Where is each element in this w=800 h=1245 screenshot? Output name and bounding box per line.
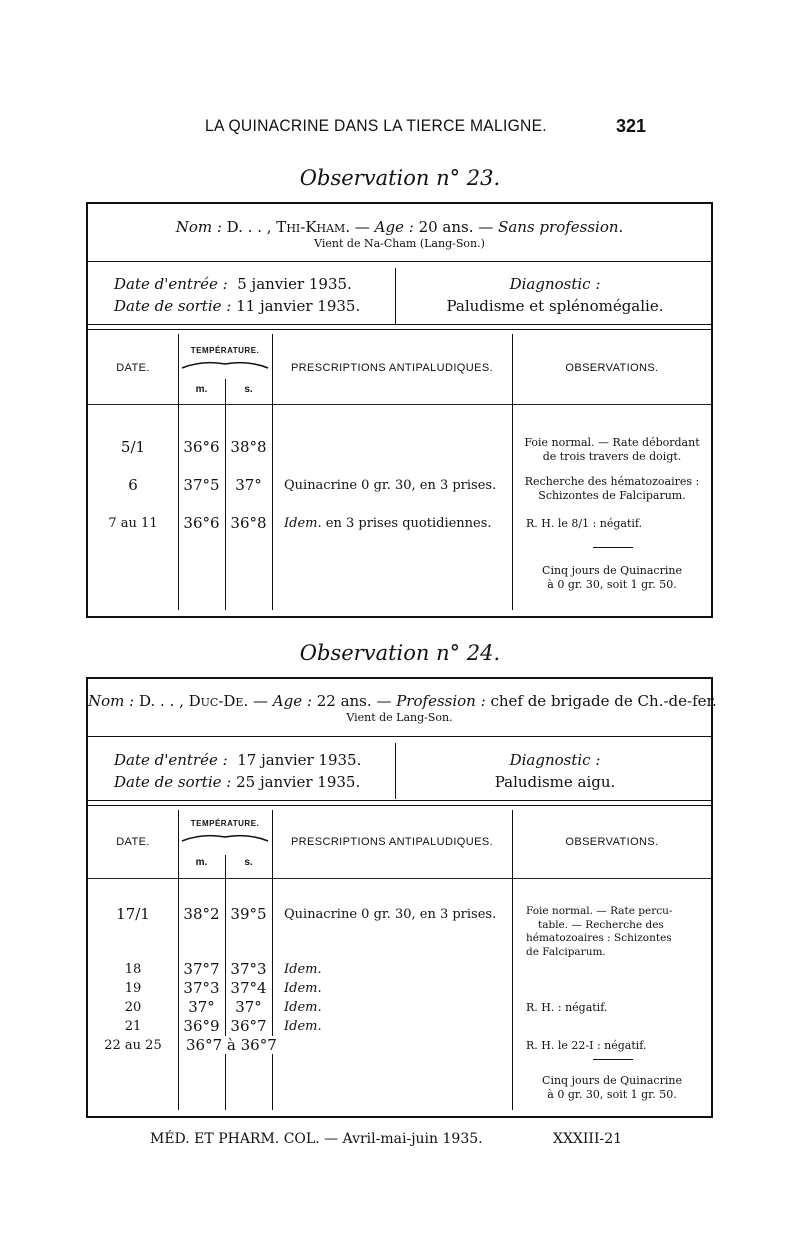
obs23-profession: Sans profession. bbox=[498, 218, 624, 236]
obs24-origin: Vient de Lang-Son. bbox=[346, 711, 453, 724]
obs24-nom-label: Nom : bbox=[88, 692, 135, 710]
obs23-row3-observation: R. H. le 8/1 : négatif. bbox=[526, 517, 643, 530]
obs23-sep2: — bbox=[478, 218, 494, 236]
obs24-diagnostic-value: Paludisme aigu. bbox=[494, 773, 616, 791]
obs24-row6-date: 22 au 25 bbox=[104, 1038, 162, 1053]
obs23-header-evening: s. bbox=[244, 384, 253, 395]
obs23-row3-m: 36°6 bbox=[183, 514, 220, 532]
obs23-entry-label: Date d'entrée : bbox=[114, 275, 228, 293]
obs23-row2-obs-line1: Recherche des hématozoaires : bbox=[524, 475, 700, 488]
obs24-row1-obs-line4: de Falciparum. bbox=[526, 945, 606, 958]
obs23-header-rule bbox=[88, 404, 711, 405]
obs24-row5-m: 36°9 bbox=[183, 1017, 220, 1035]
obs23-origin: Vient de Na-Cham (Lang-Son.) bbox=[314, 237, 485, 250]
obs23-row1-s: 38°8 bbox=[230, 438, 267, 456]
obs23-summary-line1: Cinq jours de Quinacrine bbox=[542, 564, 682, 577]
obs23-header-temperature: TEMPÉRATURE. bbox=[190, 346, 260, 355]
obs24-row3-date: 19 bbox=[124, 981, 142, 996]
obs23-row2-prescription: Quinacrine 0 gr. 30, en 3 prises. bbox=[284, 478, 497, 493]
obs23-sep1: — bbox=[354, 218, 370, 236]
obs23-row1-obs-line1: Foie normal. — Rate débordant bbox=[524, 436, 700, 449]
obs24-header-rule bbox=[88, 878, 711, 879]
obs23-row2-m: 37°5 bbox=[183, 476, 220, 494]
obs24-row1-obs-line1: Foie normal. — Rate percu- bbox=[526, 905, 673, 917]
running-head bbox=[0, 116, 800, 142]
obs23-exit-label: Date de sortie : bbox=[114, 297, 232, 315]
obs24-exit-label: Date de sortie : bbox=[114, 773, 232, 791]
obs23-nom-value: D. . . , Thi-Kham. bbox=[226, 218, 351, 236]
obs24-row4-date: 20 bbox=[124, 1000, 142, 1015]
obs24-row5-date: 21 bbox=[124, 1019, 142, 1034]
obs24-row1-m: 38°2 bbox=[183, 905, 220, 923]
obs24-row2-s: 37°3 bbox=[230, 960, 267, 978]
obs23-title: Observation n° 23. bbox=[299, 166, 501, 190]
obs24-age-label: Age : bbox=[272, 692, 312, 710]
running-head-title: LA QUINACRINE DANS LA TIERCE MALIGNE. bbox=[205, 116, 547, 135]
obs24-col-line-3 bbox=[272, 810, 273, 1110]
obs23-summary bbox=[512, 564, 712, 592]
obs23-diagnostic-label: Diagnostic : bbox=[509, 275, 601, 293]
obs23-row3-s: 36°8 bbox=[230, 514, 267, 532]
obs24-header-observations: OBSERVATIONS. bbox=[565, 836, 659, 848]
obs24-col-line-4 bbox=[512, 810, 513, 1110]
obs23-diagnostic bbox=[400, 273, 710, 317]
obs23-row2-s: 37° bbox=[235, 476, 262, 494]
obs23-box bbox=[86, 202, 713, 618]
obs23-nom-label: Nom : bbox=[175, 218, 222, 236]
obs24-summary-line2: à 0 gr. 30, soit 1 gr. 50. bbox=[547, 1088, 677, 1101]
obs23-summary-line2: à 0 gr. 30, soit 1 gr. 50. bbox=[547, 578, 677, 591]
obs24-row2-prescription: Idem. bbox=[284, 962, 322, 977]
obs23-row1-observation bbox=[512, 436, 712, 464]
obs24-row2-m: 37°7 bbox=[183, 960, 220, 978]
obs23-header-observations: OBSERVATIONS. bbox=[565, 362, 659, 374]
obs23-row3-date: 7 au 11 bbox=[108, 516, 158, 531]
obs24-row5-s: 36°7 bbox=[230, 1017, 267, 1035]
obs23-header-prescriptions: PRESCRIPTIONS ANTIPALUDIQUES. bbox=[290, 362, 494, 374]
obs23-col-line-1 bbox=[178, 334, 179, 610]
obs24-title: Observation n° 24. bbox=[299, 641, 501, 665]
obs24-row6-observation: R. H. le 22-I : négatif. bbox=[526, 1039, 647, 1052]
obs23-header-morning: m. bbox=[195, 384, 208, 395]
obs24-row4-m: 37° bbox=[188, 998, 215, 1016]
footer-signature: XXXIII-21 bbox=[553, 1131, 623, 1147]
obs23-row1-m: 36°6 bbox=[183, 438, 220, 456]
obs24-row4-s: 37° bbox=[235, 998, 262, 1016]
obs24-row1-date: 17/1 bbox=[116, 905, 150, 923]
obs23-row3-idem: Idem. bbox=[284, 516, 322, 531]
obs24-row1-obs-line3: hématozoaires : Schizontes bbox=[526, 932, 672, 944]
obs24-sep2: — bbox=[376, 692, 392, 710]
obs23-row2-observation bbox=[512, 475, 712, 503]
obs24-row1-obs-line2: table. — Recherche des bbox=[538, 918, 664, 931]
obs24-row3-prescription: Idem. bbox=[284, 981, 322, 996]
obs24-nom-value: D. . . , Duc-De. bbox=[138, 692, 249, 710]
obs24-profession-value: chef de brigade de Ch.-de-fer. bbox=[490, 692, 717, 710]
obs23-age-value: 20 ans. bbox=[418, 218, 474, 236]
obs24-profession-label: Profession : bbox=[396, 692, 486, 710]
obs23-dates-divider bbox=[395, 268, 396, 324]
obs24-row4-observation: R. H. : négatif. bbox=[526, 1001, 608, 1014]
obs24-header-morning: m. bbox=[195, 857, 208, 868]
obs23-identity bbox=[88, 218, 711, 250]
obs24-header-temperature: TEMPÉRATURE. bbox=[190, 819, 260, 828]
obs24-diagnostic-label: Diagnostic : bbox=[509, 751, 601, 769]
obs23-row1-date: 5/1 bbox=[120, 438, 146, 456]
page-number: 321 bbox=[616, 116, 647, 136]
obs23-rule-1 bbox=[88, 261, 711, 262]
obs24-identity bbox=[88, 692, 717, 724]
obs24-summary bbox=[512, 1074, 712, 1102]
obs24-diagnostic bbox=[400, 749, 710, 793]
obs24-row3-s: 37°4 bbox=[230, 979, 267, 997]
obs24-summary-rule bbox=[593, 1059, 633, 1060]
obs24-entry-label: Date d'entrée : bbox=[114, 751, 228, 769]
obs24-exit-value: 25 janvier 1935. bbox=[236, 773, 361, 791]
obs23-row2-date: 6 bbox=[128, 476, 138, 494]
obs24-rule-2 bbox=[88, 800, 711, 806]
obs24-row6-temp-range: 36°7 à 36°7 bbox=[186, 1036, 277, 1054]
obs24-dates bbox=[114, 749, 361, 793]
obs24-header-prescriptions: PRESCRIPTIONS ANTIPALUDIQUES. bbox=[290, 836, 494, 848]
obs24-row3-m: 37°3 bbox=[183, 979, 220, 997]
obs24-temperature-brace bbox=[180, 831, 270, 843]
obs24-row2-date: 18 bbox=[124, 962, 142, 977]
obs24-age-value: 22 ans. bbox=[316, 692, 372, 710]
obs23-exit-value: 11 janvier 1935. bbox=[236, 297, 361, 315]
obs24-row4-prescription: Idem. bbox=[284, 1000, 322, 1015]
obs24-rule-1 bbox=[88, 736, 711, 737]
obs23-rule-2 bbox=[88, 324, 711, 330]
obs23-header-date: DATE. bbox=[116, 362, 150, 374]
obs23-row3-prescription-text: en 3 prises quotidiennes. bbox=[325, 516, 492, 531]
obs24-row1-s: 39°5 bbox=[230, 905, 267, 923]
obs23-temperature-brace bbox=[180, 358, 270, 370]
obs23-col-line-3 bbox=[272, 334, 273, 610]
obs24-dates-divider bbox=[395, 743, 396, 799]
obs24-summary-line1: Cinq jours de Quinacrine bbox=[542, 1074, 682, 1087]
obs24-box bbox=[86, 677, 717, 1118]
obs23-age-label: Age : bbox=[374, 218, 414, 236]
obs24-row1-observation bbox=[526, 905, 672, 959]
footer-journal: MÉD. ET PHARM. COL. — Avril-mai-juin 1935. bbox=[150, 1131, 483, 1147]
obs23-row3-prescription bbox=[284, 516, 492, 531]
obs24-row1-prescription: Quinacrine 0 gr. 30, en 3 prises. bbox=[284, 907, 497, 922]
obs23-dates bbox=[114, 273, 360, 317]
obs23-summary-rule bbox=[593, 547, 633, 548]
obs23-col-line-2 bbox=[225, 379, 226, 610]
obs23-row1-obs-line2: de trois travers de doigt. bbox=[542, 450, 682, 463]
obs24-sep1: — bbox=[253, 692, 269, 710]
obs24-row5-prescription: Idem. bbox=[284, 1019, 322, 1034]
obs24-entry-value: 17 janvier 1935. bbox=[237, 751, 362, 769]
obs24-header-evening: s. bbox=[244, 857, 253, 868]
obs23-row2-obs-line2: Schizontes de Falciparum. bbox=[538, 489, 686, 502]
obs23-diagnostic-value: Paludisme et splénomégalie. bbox=[446, 297, 664, 315]
obs24-header-date: DATE. bbox=[116, 836, 150, 848]
obs23-entry-value: 5 janvier 1935. bbox=[237, 275, 352, 293]
